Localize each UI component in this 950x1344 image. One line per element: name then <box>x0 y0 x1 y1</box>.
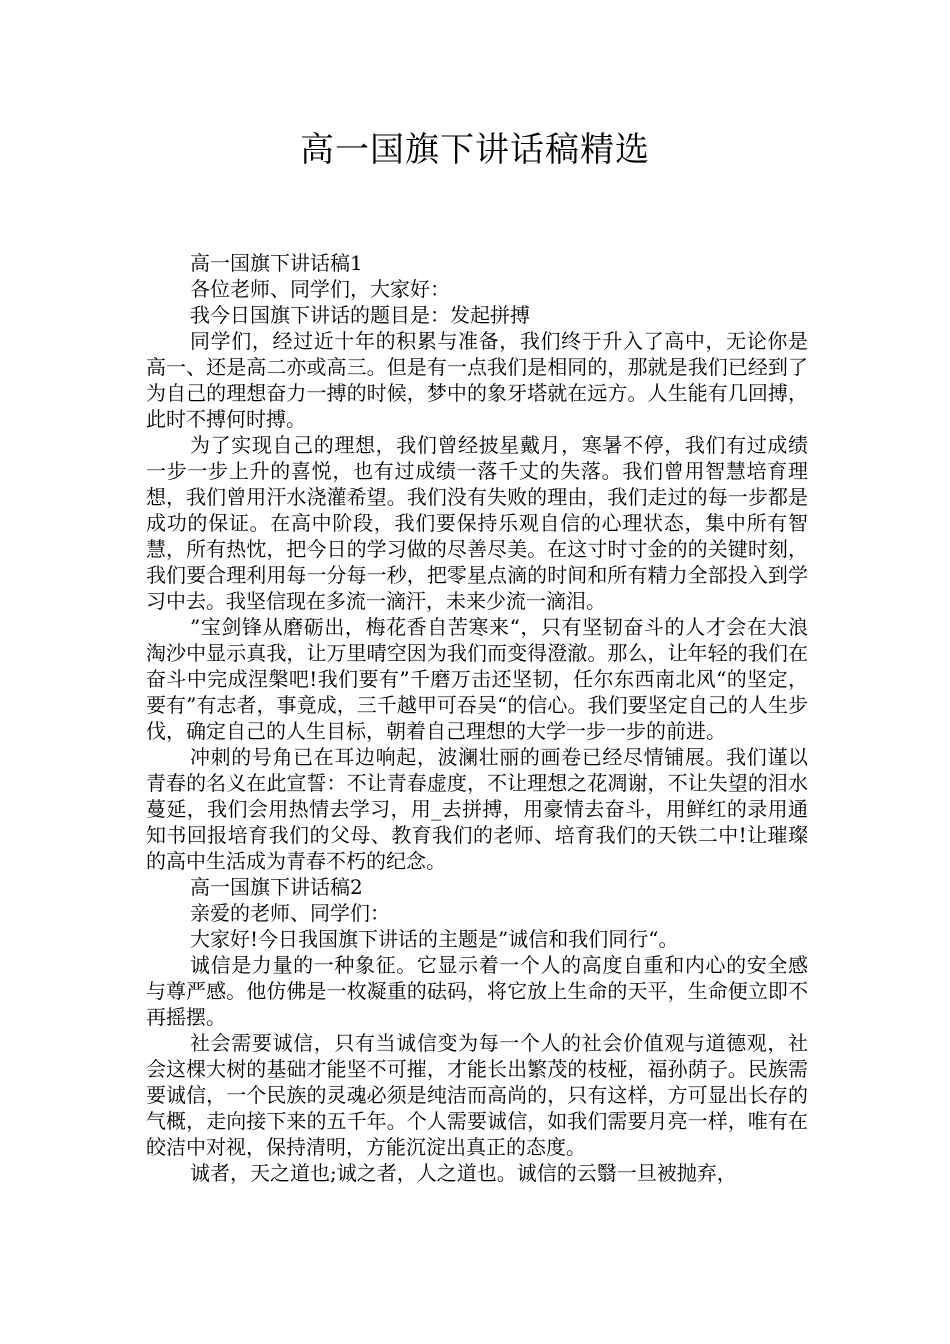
body-paragraph: 冲刺的号角已在耳边响起，波澜壮丽的画卷已经尽情铺展。我们谨以青春的名义在此宣誓：不让青春虚度，不让理想之花凋谢，不让失望的泪水蔓延，我们会用热情去学习，用_去拼搏，用豪情去奋斗，用鲜红的录用通知书回报培育我们的父母、教育我们的老师、培育我们的天铁二中!让璀璨的高中生活成为青春不朽的纪念。 <box>146 745 808 873</box>
speech-heading-2: 高一国旗下讲话稿2 <box>190 875 363 899</box>
body-paragraph: 社会需要诚信，只有当诚信变为每一个人的社会价值观与道德观，社会这棵大树的基础才能坚不可摧，才能长出繁茂的枝桠，福孙荫子。民族需要诚信，一个民族的灵魂必须是纯洁而高尚的，只有这样，方可显出长存的气概，走向接下来的五千年。个人需要诚信，如我们需要月亮一样，唯有在皎洁中对视，保持清明，方能沉淀出真正的态度。 <box>146 1031 808 1159</box>
body-paragraph: 诚者，天之道也;诚之者，人之道也。诚信的云翳一旦被抛弃， <box>190 1161 737 1185</box>
topic-line-1: 我今日国旗下讲话的题目是：发起拼搏 <box>190 303 530 327</box>
body-paragraph: ”宝剑锋从磨砺出，梅花香自苦寒来“，只有坚韧奋斗的人才会在大浪淘沙中显示真我，让万里晴空因为我们而变得澄澈。那么，让年轻的我们在奋斗中完成涅槃吧!我们要有”千磨万击还坚韧，任尔东西南北风“的坚定，要有”有志者，事竟成，三千越甲可吞吴“的信心。我们要坚定自己的人生步伐，确定自己的人生目标，朝着自己理想的大学一步一步的前进。 <box>146 615 808 743</box>
salutation-1: 各位老师、同学们，大家好： <box>190 277 450 301</box>
document-title: 高一国旗下讲话稿精选 <box>300 130 650 170</box>
document-body <box>146 250 808 1186</box>
body-paragraph: 为了实现自己的理想，我们曾经披星戴月，寒暑不停，我们有过成绩一步一步上升的喜悦，也有过成绩一落千丈的失落。我们曾用智慧培育理想，我们曾用汗水浇灌希望。我们没有失败的理由，我们走过的每一步都是成功的保证。在高中阶段，我们要保持乐观自信的心理状态，集中所有智慧，所有热忱，把今日的学习做的尽善尽美。在这寸时寸金的的关键时刻，我们要合理利用每一分每一秒，把零星点滴的时间和所有精力全部投入到学习中去。我坚信现在多流一滴汗，未来少流一滴泪。 <box>146 433 808 613</box>
body-paragraph: 诚信是力量的一种象征。它显示着一个人的高度自重和内心的安全感与尊严感。他仿佛是一枚凝重的砝码，将它放上生命的天平，生命便立即不再摇摆。 <box>146 953 808 1029</box>
topic-line-2: 大家好!今日我国旗下讲话的主题是”诚信和我们同行“。 <box>190 927 679 951</box>
salutation-2: 亲爱的老师、同学们： <box>190 901 390 925</box>
body-paragraph: 同学们，经过近十年的积累与准备，我们终于升入了高中，无论你是高一、还是高二亦或高三。但是有一点我们是相同的，那就是我们已经到了为自己的理想奋力一搏的时候，梦中的象牙塔就在远方。人生能有几回搏，此时不搏何时搏。 <box>146 329 808 431</box>
speech-heading-1: 高一国旗下讲话稿1 <box>190 251 363 275</box>
